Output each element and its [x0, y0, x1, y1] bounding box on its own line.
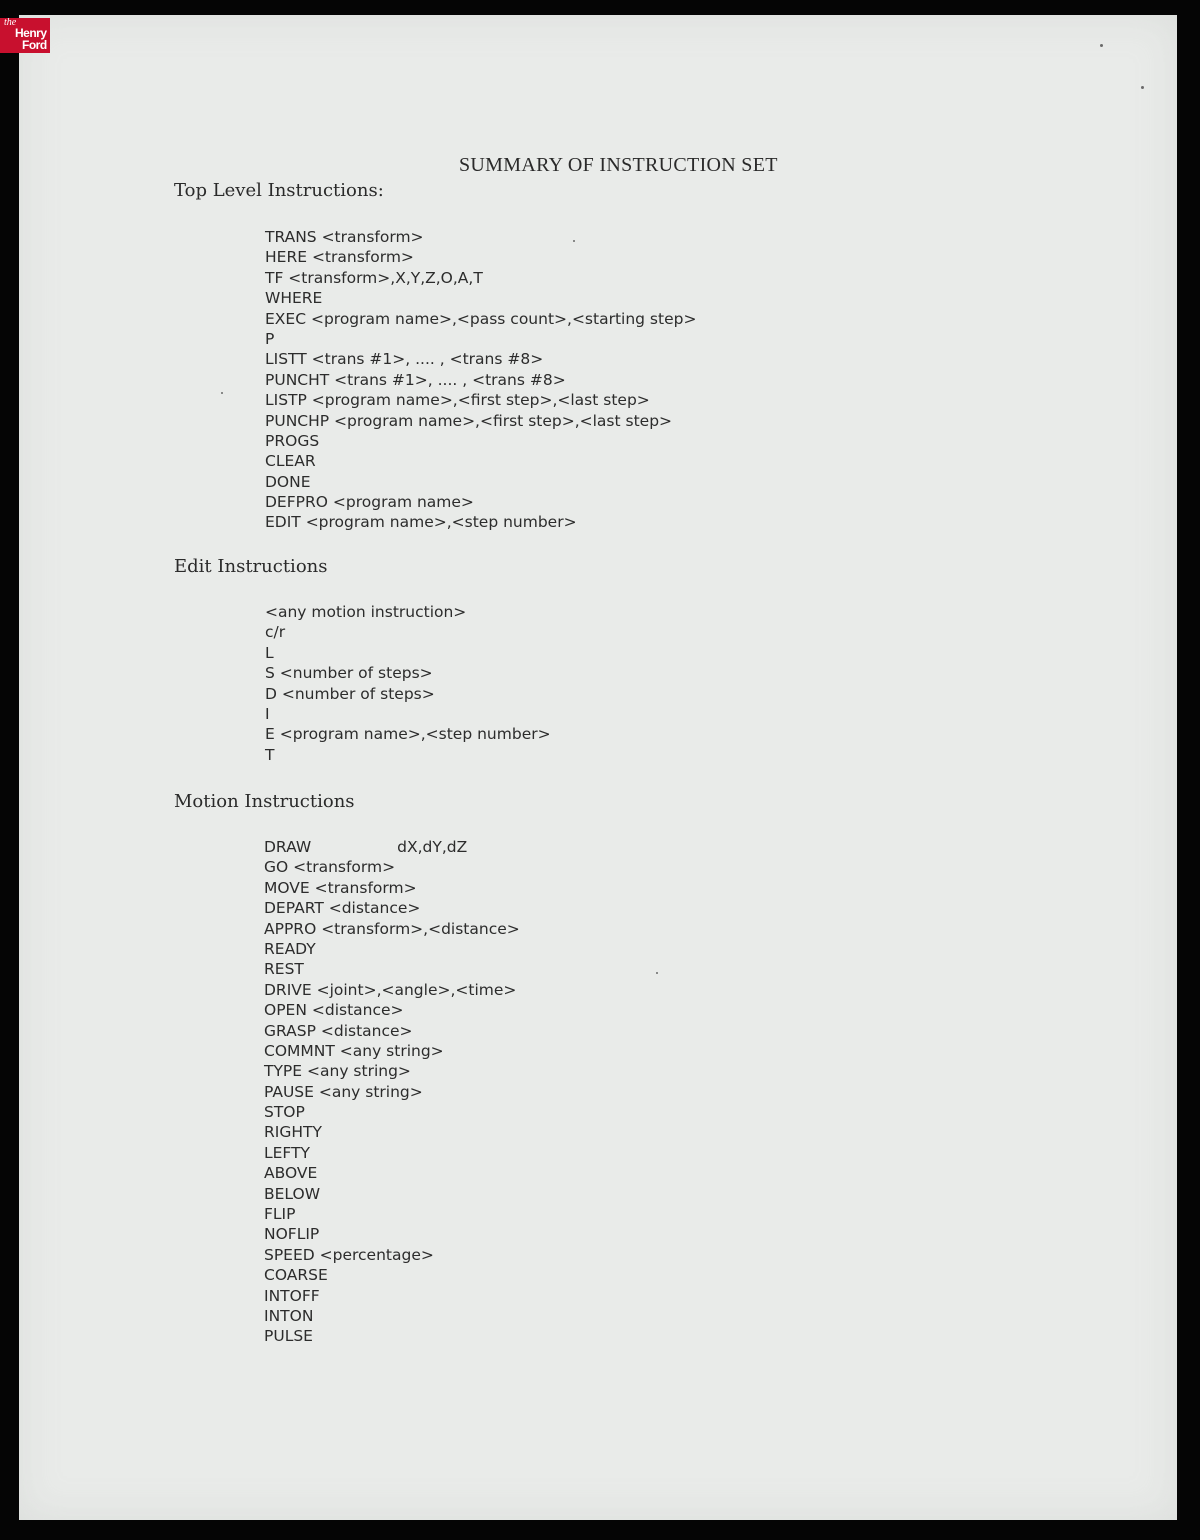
- top-level-instruction-list: [265, 227, 696, 533]
- instruction-item: NOFLIP: [264, 1225, 320, 1244]
- instruction-item: REST: [264, 960, 304, 979]
- instruction-item: TRANS <transform>: [265, 228, 424, 246]
- instruction-item: COARSE: [264, 1266, 328, 1285]
- instruction-item: P: [265, 329, 275, 348]
- instruction-item: LISTP <program name>,<first step>,<last step>: [265, 391, 650, 410]
- logo-text-henry: Henry: [15, 26, 47, 40]
- motion-instruction-list: [264, 837, 520, 1347]
- section-heading-edit: Edit Instructions: [174, 556, 328, 577]
- section-heading-motion: Motion Instructions: [174, 791, 355, 812]
- instruction-item: PAUSE <any string>: [264, 1082, 423, 1101]
- instruction-item: <any motion instruction>: [265, 603, 467, 621]
- instruction-item: FLIP: [264, 1205, 296, 1224]
- instruction-item: TYPE <any string>: [264, 1062, 411, 1081]
- draw-args: dX,dY,dZ: [397, 838, 468, 856]
- draw-keyword: DRAW: [264, 838, 312, 856]
- instruction-item: OPEN <distance>: [264, 1001, 404, 1020]
- paper-speck: [221, 392, 223, 394]
- instruction-item: COMMNT <any string>: [264, 1041, 444, 1060]
- instruction-item: E <program name>,<step number>: [265, 725, 551, 744]
- instruction-item: WHERE: [265, 289, 323, 308]
- instruction-item: PUNCHT <trans #1>, .... , <trans #8>: [265, 370, 566, 389]
- instruction-item: CLEAR: [265, 452, 316, 471]
- instruction-item: BELOW: [264, 1184, 321, 1203]
- instruction-item: S <number of steps>: [265, 664, 433, 683]
- instruction-item: HERE <transform>: [265, 248, 414, 267]
- logo-text-ford: Ford: [22, 38, 47, 52]
- instruction-item: ABOVE: [264, 1164, 318, 1183]
- instruction-item: D <number of steps>: [265, 684, 435, 703]
- document-title: SUMMARY OF INSTRUCTION SET: [459, 154, 778, 176]
- instruction-item: c/r: [265, 623, 286, 642]
- instruction-item-draw: [264, 837, 520, 857]
- paper-speck: [1141, 86, 1144, 89]
- instruction-item: RIGHTY: [264, 1123, 322, 1142]
- instruction-item: I: [265, 704, 270, 723]
- paper-speck: [1100, 44, 1103, 47]
- edit-instruction-list: [265, 602, 551, 765]
- instruction-item: SPEED <percentage>: [264, 1245, 434, 1264]
- section-heading-top-level: Top Level Instructions:: [174, 180, 384, 201]
- instruction-item: L: [265, 643, 274, 662]
- instruction-item: PULSE: [264, 1327, 313, 1346]
- instruction-item: DEFPRO <program name>: [265, 493, 474, 512]
- instruction-item: APPRO <transform>,<distance>: [264, 919, 520, 938]
- logo-text-the: the: [4, 17, 17, 28]
- instruction-item: READY: [264, 939, 316, 958]
- instruction-item: MOVE <transform>: [264, 878, 417, 897]
- instruction-item: STOP: [264, 1103, 305, 1122]
- instruction-item: GRASP <distance>: [264, 1021, 413, 1040]
- instruction-item: LISTT <trans #1>, .... , <trans #8>: [265, 350, 544, 369]
- henry-ford-logo: [0, 18, 50, 53]
- paper-speck: [656, 972, 658, 974]
- instruction-item: EXEC <program name>,<pass count>,<starting step>: [265, 309, 697, 328]
- instruction-item: INTON: [264, 1306, 314, 1325]
- instruction-item: GO <transform>: [264, 858, 396, 877]
- instruction-item: DRIVE <joint>,<angle>,<time>: [264, 980, 517, 999]
- instruction-item: LEFTY: [264, 1143, 311, 1162]
- instruction-item: PROGS: [265, 431, 320, 450]
- instruction-item: EDIT <program name>,<step number>: [265, 513, 577, 532]
- instruction-item: DONE: [265, 472, 311, 491]
- instruction-item: PUNCHP <program name>,<first step>,<last step>: [265, 411, 673, 430]
- instruction-item: INTOFF: [264, 1286, 320, 1305]
- instruction-item: T: [265, 745, 275, 764]
- instruction-item: DEPART <distance>: [264, 899, 421, 918]
- instruction-item: TF <transform>,X,Y,Z,O,A,T: [265, 268, 483, 287]
